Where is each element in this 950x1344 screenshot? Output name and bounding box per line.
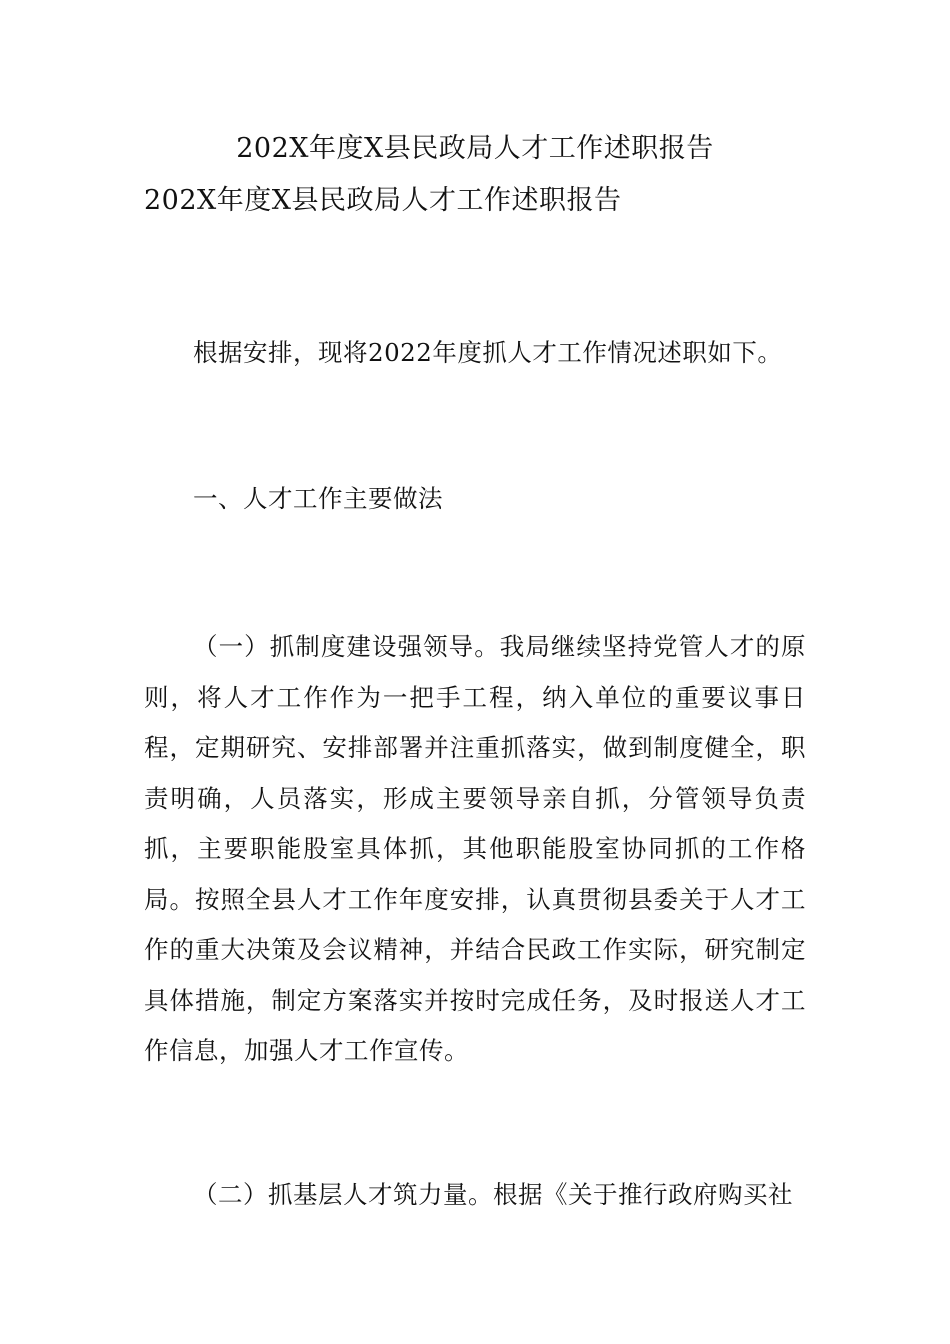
- section-heading: 一、人才工作主要做法: [193, 484, 443, 513]
- document-title: 202X年度X县民政局人才工作述职报告: [236, 133, 714, 164]
- document-title-repeat: 202X年度X县民政局人才工作述职报告: [144, 185, 622, 216]
- body-paragraph-2: （二）抓基层人才筑力量。根据《关于推行政府购买社: [193, 1180, 793, 1209]
- body-paragraph-1: （一）抓制度建设强领导。我局继续坚持党管人才的原则，将人才工作作为一把手工程，纳入单位的重要议事日程，定期研究、安排部署并注重抓落实，做到制度健全，职责明确，人员落实，形成主要领导亲自抓，分管领导负责抓，主要职能股室具体抓，其他职能股室协同抓的工作格局。按照全县人才工作年度安排，认真贯彻县委关于人才工作的重大决策及会议精神，并结合民政工作实际，研究制定具体措施，制定方案落实并按时完成任务，及时报送人才工作信息，加强人才工作宣传。: [144, 632, 806, 1065]
- intro-paragraph: 根据安排，现将2022年度抓人才工作情况述职如下。: [193, 338, 783, 367]
